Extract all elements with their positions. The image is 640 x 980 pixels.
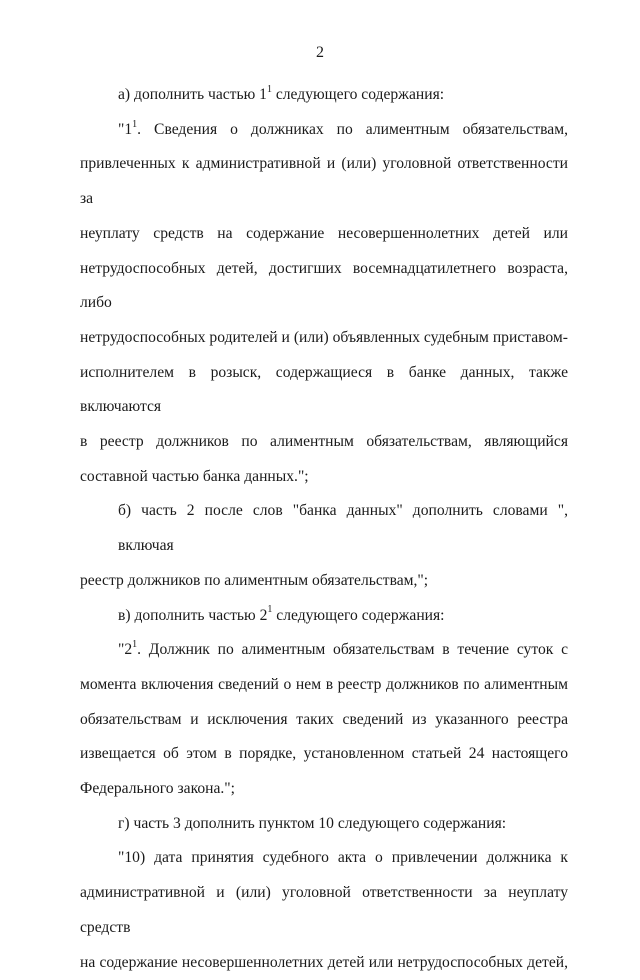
- text-line: реестр должников по алиментным обязательствам,";: [80, 571, 429, 589]
- paragraph-a: [80, 78, 568, 113]
- paragraph-g: [80, 807, 568, 842]
- text-line: нетрудоспособных детей, достигших восемнадцатилетнего возраста, либо: [80, 259, 568, 312]
- paragraph-10: [80, 841, 568, 980]
- superscript: 1: [132, 118, 138, 130]
- text-line: административной и (или) уголовной ответственности за неуплату средств: [80, 884, 568, 936]
- paragraph-v: [80, 599, 568, 634]
- text-line: г) часть 3 дополнить пунктом 10 следующего содержания:: [118, 814, 507, 832]
- text-line: Федерального закона.";: [80, 780, 236, 798]
- text-line: момента включения сведений о нем в реестр должников по алиментным: [80, 675, 568, 693]
- superscript: 1: [267, 604, 273, 616]
- text-line: "$2^1$. Должник по алиментным обязательствам в течение суток с: [118, 639, 568, 659]
- text-line: исполнителем в розыск, содержащиеся в банке данных, также включаются: [80, 363, 568, 416]
- paragraph-2-1: [80, 633, 568, 807]
- text-line: извещается об этом в порядке, установленном статьей 24 настоящего: [80, 745, 568, 763]
- document-body: [80, 78, 568, 980]
- text-line: "$1^1$. Сведения о должниках по алиментным обязательствам,: [118, 118, 568, 138]
- text-line: привлеченных к административной и (или) уголовной ответственности за: [80, 155, 568, 208]
- text-line: а) дополнить частью $1^1$ следующего содержания:: [118, 83, 445, 103]
- text-line: в) дополнить частью $2^1$ следующего содержания:: [118, 604, 445, 624]
- superscript: 1: [132, 639, 138, 651]
- page-number: 2: [316, 44, 324, 61]
- paragraph-b: [80, 494, 568, 598]
- text-line: на содержание несовершеннолетних детей или нетрудоспособных детей,: [80, 953, 568, 971]
- text-line: б) часть 2 после слов "банка данных" дополнить словами ", включая: [118, 502, 568, 555]
- superscript: 1: [266, 83, 272, 95]
- text-line: обязательствам и исключения таких сведений из указанного реестра: [80, 710, 568, 728]
- text-line: неуплату средств на содержание несовершеннолетних детей или: [80, 224, 568, 242]
- paragraph-1-1: [80, 113, 568, 495]
- text-line: в реестр должников по алиментным обязательствам, являющийся: [80, 433, 568, 451]
- text-line: нетрудоспособных родителей и (или) объявленных судебным приставом-: [80, 328, 568, 346]
- text-line: составной частью банка данных.";: [80, 467, 309, 485]
- text-line: "10) дата принятия судебного акта о привлечении должника к: [118, 849, 568, 867]
